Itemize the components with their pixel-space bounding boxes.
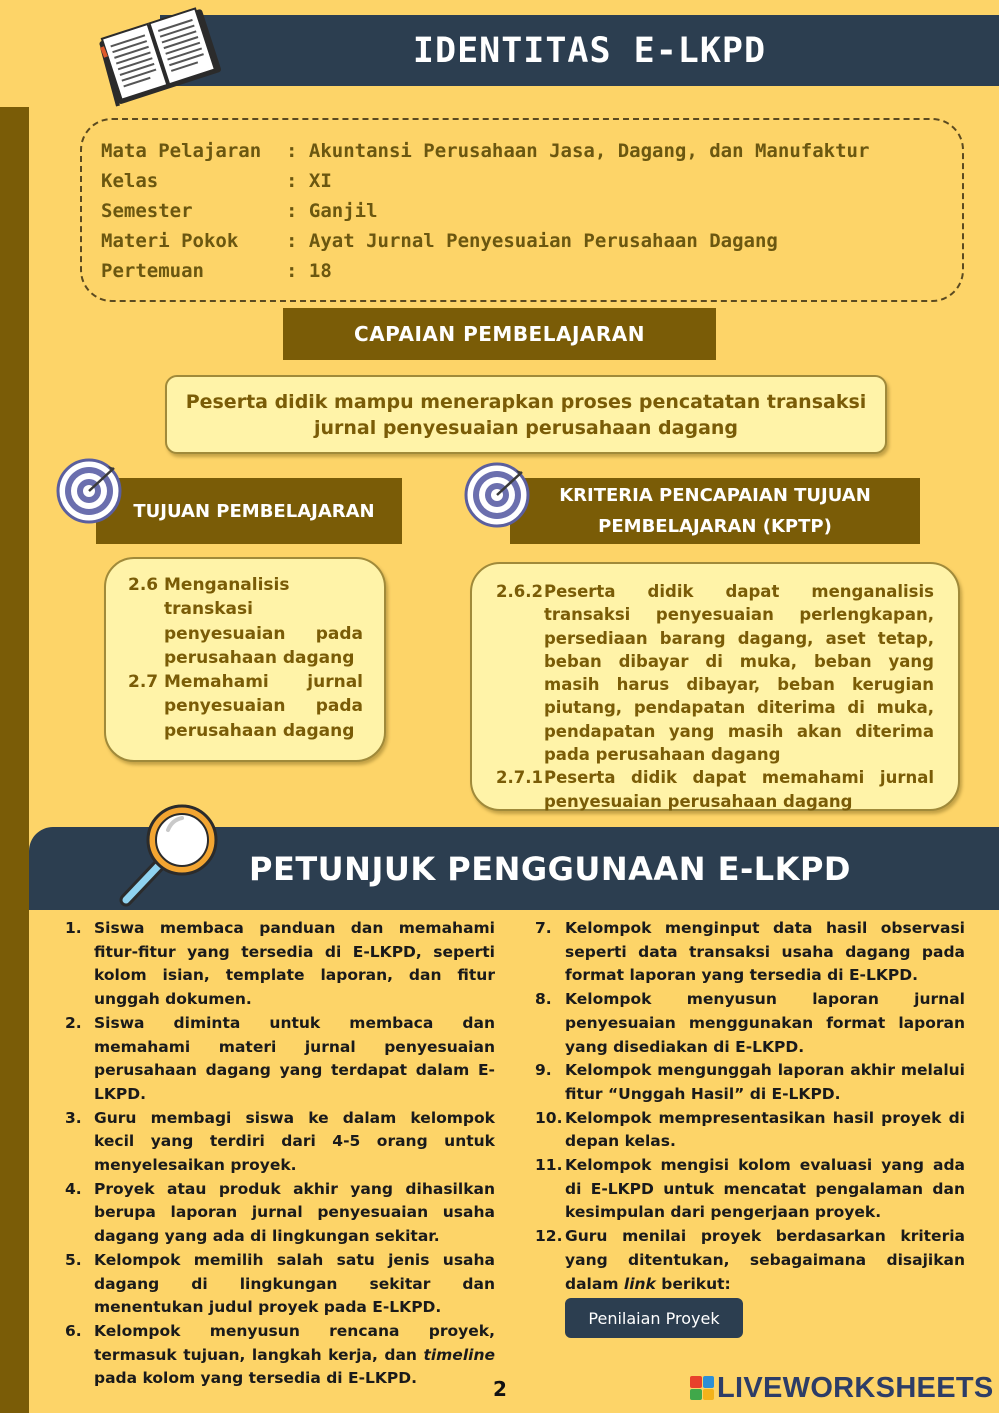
identity-row-semester: Semester : Ganjil bbox=[101, 200, 378, 222]
petunjuk-title: PETUNJUK PENGGUNAAN E-LKPD bbox=[249, 849, 851, 888]
list-item: 7. Kelompok menginput data hasil observasi seperti data transaksi usaha dagang pada format laporan yang tersedia di E-LKPD. bbox=[535, 919, 965, 985]
capaian-label: CAPAIAN PEMBELAJARAN bbox=[283, 308, 716, 360]
list-item: 2.6.2 Peserta didik dapat menganalisis transaksi penyesuaian perlengkapan, persediaan barang dagang, aset tetap, beban dibayar di muka, beban yang masih harus dibayar, beban kerugian piutang, pendapatan diterima di muka, pendapatan yang masih akan diterima pada perusahaan dagang bbox=[496, 582, 934, 765]
target-icon bbox=[56, 458, 122, 524]
capaian-text: Peserta didik mampu menerapkan proses pencatatan transaksi jurnal penyesuaian perusahaan dagang bbox=[185, 390, 867, 439]
kptp-list bbox=[496, 580, 934, 813]
page-number: 2 bbox=[493, 1377, 507, 1401]
list-item: 5. Kelompok memilih salah satu jenis usaha dagang di lingkungan sekitar dan menentukan judul proyek pada E-LKPD. bbox=[65, 1250, 495, 1317]
liveworksheets-brand: LIVEWORKSHEETS bbox=[717, 1371, 994, 1404]
identity-row-topic: Materi Pokok : Ayat Jurnal Penyesuaian Perusahaan Dagang bbox=[101, 230, 778, 252]
list-item: 11. Kelompok mengisi kolom evaluasi yang ada di E-LKPD untuk mencatat pengalaman dan kesimpulan dari pengerjaan proyek. bbox=[535, 1156, 965, 1222]
liveworksheets-logo-icon bbox=[690, 1376, 714, 1400]
list-item: 2.7.1 Peserta didik dapat memahami jurnal penyesuaian perusahaan dagang bbox=[496, 768, 934, 811]
list-item: 3. Guru membagi siswa ke dalam kelompok kecil yang terdiri dari 4-5 orang untuk menyelesaikan proyek. bbox=[65, 1108, 495, 1175]
list-item: 10. Kelompok mempresentasikan hasil proyek di depan kelas. bbox=[535, 1108, 965, 1151]
list-item: 8. Kelompok menyusun laporan jurnal penyesuaian menggunakan format laporan yang disediakan di E-LKPD. bbox=[535, 990, 965, 1056]
liveworksheets-logo bbox=[690, 1370, 994, 1406]
list-item: 2. Siswa diminta untuk membaca dan memahami materi jurnal penyesuaian perusahaan dagang yang terdapat dalam E-LKPD. bbox=[65, 1013, 495, 1103]
instructions-left bbox=[65, 917, 495, 1391]
list-item: 12. Guru menilai proyek berdasarkan kriteria yang ditentukan, sebagaimana disajikan dalam link berikut: bbox=[535, 1227, 965, 1293]
tujuan-label: TUJUAN PEMBELAJARAN bbox=[96, 478, 402, 544]
left-stripe bbox=[0, 107, 29, 1413]
identity-row-subject: Mata Pelajaran : Akuntansi Perusahaan Jasa, Dagang, dan Manufaktur bbox=[101, 140, 870, 162]
list-item: 9. Kelompok mengunggah laporan akhir melalui fitur “Unggah Hasil” di E-LKPD. bbox=[535, 1061, 965, 1103]
page-title: IDENTITAS E-LKPD bbox=[412, 30, 767, 71]
list-item: 2.7 Memahami jurnal penyesuaian pada perusahaan dagang bbox=[128, 672, 363, 741]
open-book-icon bbox=[94, 2, 224, 110]
list-item: 2.6 Menganalisis transkasi penyesuaian pada perusahaan dagang bbox=[128, 575, 363, 668]
instructions-right bbox=[535, 917, 965, 1296]
target-icon bbox=[464, 462, 530, 528]
identity-row-meeting: Pertemuan : 18 bbox=[101, 260, 332, 282]
tujuan-list bbox=[128, 573, 363, 743]
penilaian-proyek-button[interactable]: Penilaian Proyek bbox=[565, 1298, 743, 1338]
list-item: 4. Proyek atau produk akhir yang dihasilkan berupa laporan jurnal penyesuaian usaha dagang yang ada di lingkungan sekitar. bbox=[65, 1179, 495, 1246]
identity-row-class: Kelas : XI bbox=[101, 170, 332, 192]
list-item: 6. Kelompok menyusun rencana proyek, termasuk tujuan, langkah kerja, dan timeline pada kolom yang tersedia di E-LKPD. bbox=[65, 1321, 495, 1388]
kptp-label: KRITERIA PENCAPAIAN TUJUAN PEMBELAJARAN (KPTP) bbox=[510, 478, 920, 544]
capaian-box bbox=[165, 375, 887, 454]
list-item: 1. Siswa membaca panduan dan memahami fitur-fitur yang tersedia di E-LKPD, seperti kolom isian, template laporan, dan fitur unggah dokumen. bbox=[65, 919, 495, 1009]
